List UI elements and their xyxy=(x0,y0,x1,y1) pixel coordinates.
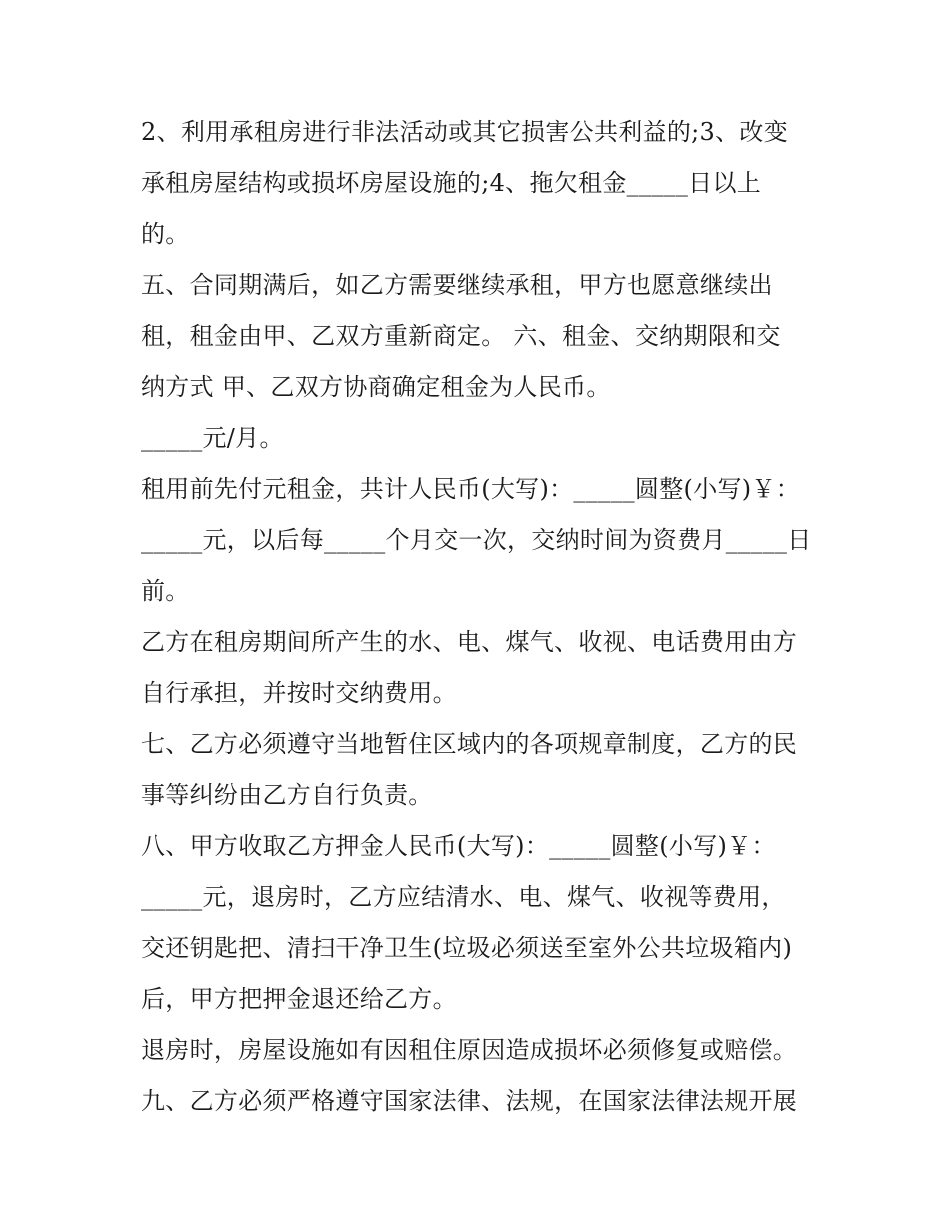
text-line: 事等纠纷由乙方自行负责。 xyxy=(141,781,433,809)
text-line: 2、利用承租房进行非法活动或其它损害公共利益的;3、改变 xyxy=(141,118,789,146)
text-line: 八、甲方收取乙方押金人民币(大写)：_____圆整(小写)￥： xyxy=(141,832,776,860)
text-line: 前。 xyxy=(141,577,190,605)
text-line: 自行承担，并按时交纳费用。 xyxy=(141,679,457,707)
text-line: 五、合同期满后，如乙方需要继续承租，甲方也愿意继续出 xyxy=(141,271,773,299)
text-line: _____元/月。 xyxy=(141,424,284,452)
text-line: 纳方式 甲、乙双方协商确定租金为人民币。 xyxy=(141,373,611,401)
text-line: 承租房屋结构或损坏房屋设施的;4、拖欠租金_____日以上 xyxy=(141,169,762,197)
text-line: _____元，退房时，乙方应结清水、电、煤气、收视等费用， xyxy=(141,883,786,911)
text-line: 退房时，房屋设施如有因租住原因造成损坏必须修复或赔偿。 xyxy=(141,1036,798,1064)
text-line: 乙方在租房期间所产生的水、电、煤气、收视、电话费用由方 xyxy=(141,628,798,656)
document-body xyxy=(141,107,821,1127)
text-line: 租，租金由甲、乙双方重新商定。 六、租金、交纳期限和交 xyxy=(141,322,781,350)
text-line: 的。 xyxy=(141,220,190,248)
text-line: 交还钥匙把、清扫干净卫生(垃圾必须送至室外公共垃圾箱内) xyxy=(141,934,793,962)
text-line: 九、乙方必须严格遵守国家法律、法规，在国家法律法规开展 xyxy=(141,1087,798,1115)
text-line: 后，甲方把押金退还给乙方。 xyxy=(141,985,457,1013)
text-line: 七、乙方必须遵守当地暂住区域内的各项规章制度，乙方的民 xyxy=(141,730,798,758)
text-line: 租用前先付元租金，共计人民币(大写)：_____圆整(小写)￥： xyxy=(141,475,801,503)
text-line: _____元，以后每_____个月交一次，交纳时间为资费月_____日 xyxy=(141,526,812,554)
